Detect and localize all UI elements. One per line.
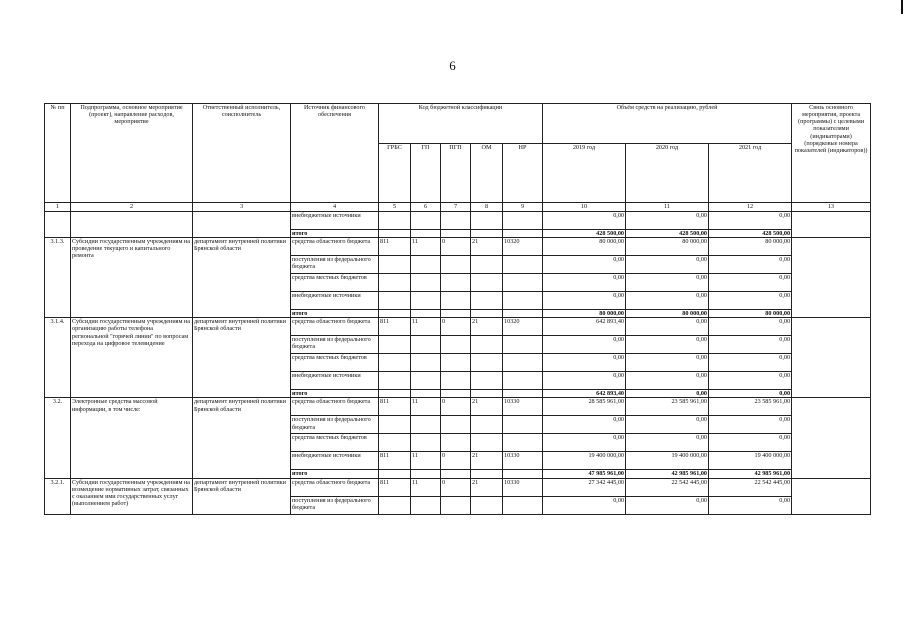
item-name: Электронные средства массовой информации, в том числе: (71, 398, 193, 478)
item-name: Субсидии государственным учреждениям на возмещение нормативных затрат, связанных с оказанием ими государственных услуг (выполнением работ) (71, 478, 193, 514)
page-number: 6 (449, 58, 456, 73)
total-cell: 42 985 961,00 (709, 470, 792, 478)
header-num: № пп (45, 104, 71, 203)
header-bk-group: Код бюджетной классификации (379, 104, 543, 144)
value-cell: 0,00 (626, 256, 709, 274)
total-cell: 80 000,00 (709, 310, 792, 318)
header-source: Источник финансового обеспечения (291, 104, 379, 203)
total-cell: 0,00 (626, 390, 709, 398)
value-cell: 23 585 961,00 (709, 398, 792, 416)
code-gp: 11 (411, 478, 441, 496)
col-number: 11 (626, 203, 709, 212)
value-cell: 0,00 (626, 318, 709, 336)
total-cell: 428 500,00 (543, 230, 626, 238)
value-cell: 0,00 (709, 372, 792, 390)
value-cell: 0,00 (543, 416, 626, 434)
source-regional: средства областного бюджета (291, 318, 379, 336)
code-om: 21 (471, 452, 503, 470)
col-number: 3 (193, 203, 291, 212)
value-cell: 0,00 (626, 434, 709, 452)
value-cell: 0,00 (626, 274, 709, 292)
header-gp: ГП (411, 144, 441, 203)
col-number: 13 (792, 203, 871, 212)
header-executor: Ответственный исполнитель, соисполнитель (193, 104, 291, 203)
code-nr: 10330 (503, 478, 543, 496)
code-om: 21 (471, 238, 503, 256)
code-grbs: 811 (379, 478, 411, 496)
value-cell: 27 342 445,00 (543, 478, 626, 496)
source-regional: средства областного бюджета (291, 398, 379, 416)
total-cell: 47 985 961,00 (543, 470, 626, 478)
value-cell: 0,00 (709, 434, 792, 452)
cell-empty (792, 318, 871, 398)
source-regional: средства областного бюджета (291, 478, 379, 496)
value-cell: 80 000,00 (543, 238, 626, 256)
col-number: 7 (441, 203, 471, 212)
value-cell: 0,00 (709, 416, 792, 434)
source-federal: поступления из федерального бюджета (291, 336, 379, 354)
value-cell: 0,00 (543, 434, 626, 452)
code-pgp: 0 (441, 318, 471, 336)
cell-empty (193, 212, 291, 238)
code-grbs: 811 (379, 238, 411, 256)
col-number: 8 (471, 203, 503, 212)
code-gp: 11 (411, 238, 441, 256)
item-executor: департамент внутренней политики Брянской области (193, 478, 291, 514)
cell-empty (71, 212, 193, 238)
code-nr: 10330 (503, 398, 543, 416)
code-gp: 11 (411, 318, 441, 336)
code-gp: 11 (411, 452, 441, 470)
code-nr: 10330 (503, 452, 543, 470)
header-2021: 2021 год (709, 144, 792, 203)
cell-empty (792, 478, 871, 514)
value-cell: 0,00 (543, 274, 626, 292)
value-cell: 0,00 (709, 496, 792, 514)
value-cell: 0,00 (626, 416, 709, 434)
total-cell: 0,00 (709, 390, 792, 398)
col-number: 10 (543, 203, 626, 212)
header-2020: 2020 год (626, 144, 709, 203)
value-cell: 0,00 (626, 354, 709, 372)
header-pgp: ПГП (441, 144, 471, 203)
code-grbs: 811 (379, 452, 411, 470)
total-cell: 42 985 961,00 (626, 470, 709, 478)
source-regional: средства областного бюджета (291, 238, 379, 256)
col-number: 2 (71, 203, 193, 212)
value-cell: 0,00 (709, 354, 792, 372)
code-nr: 10320 (503, 318, 543, 336)
value-cell: 19 400 000,00 (626, 452, 709, 470)
item-number: 3.1.3. (45, 238, 71, 318)
value-cell: 0,00 (626, 336, 709, 354)
code-grbs: 811 (379, 398, 411, 416)
item-number: 3.2.1. (45, 478, 71, 514)
code-nr: 10320 (503, 238, 543, 256)
col-number: 12 (709, 203, 792, 212)
value-cell: 0,00 (543, 336, 626, 354)
source-total: итого (291, 390, 379, 398)
col-number: 5 (379, 203, 411, 212)
source-total: итого (291, 470, 379, 478)
source-total: итого (291, 230, 379, 238)
code-pgp: 0 (441, 478, 471, 496)
total-cell: 642 893,40 (543, 390, 626, 398)
value-cell: 22 542 445,00 (626, 478, 709, 496)
scan-edge-mark (901, 0, 903, 14)
code-om: 21 (471, 478, 503, 496)
value-cell: 0,00 (709, 256, 792, 274)
value-cell: 22 542 445,00 (709, 478, 792, 496)
value-cell: 0,00 (709, 212, 792, 230)
header-nr: НР (503, 144, 543, 203)
header-link-indicators: Связь основного мероприятия, проекта (программы) с целевыми показателями (индикаторами) (порядковые номера показателей (индикаторов)) (792, 104, 871, 203)
value-cell: 19 400 000,00 (709, 452, 792, 470)
item-name: Субсидии государственным учреждениям на проведение текущего и капитального ремонта (71, 238, 193, 318)
item-executor: департамент внутренней политики Брянской области (193, 238, 291, 318)
value-cell: 80 000,00 (709, 238, 792, 256)
item-number: 3.1.4. (45, 318, 71, 398)
source-extra: внебюджетные источники (291, 212, 379, 230)
source-federal: поступления из федерального бюджета (291, 256, 379, 274)
code-grbs: 811 (379, 318, 411, 336)
budget-table (44, 103, 871, 515)
value-cell: 0,00 (626, 496, 709, 514)
source-federal: поступления из федерального бюджета (291, 496, 379, 514)
header-2019: 2019 год (543, 144, 626, 203)
value-cell: 0,00 (543, 292, 626, 310)
header-program: Подпрограмма, основное мероприятие (проект), направление расходов, мероприятие (71, 104, 193, 203)
item-number: 3.2. (45, 398, 71, 478)
value-cell: 0,00 (543, 372, 626, 390)
cell-empty (792, 238, 871, 318)
code-pgp: 0 (441, 452, 471, 470)
value-cell: 642 893,40 (543, 318, 626, 336)
total-cell: 80 000,00 (626, 310, 709, 318)
value-cell: 0,00 (543, 256, 626, 274)
value-cell: 0,00 (709, 336, 792, 354)
source-extra: внебюджетные источники (291, 292, 379, 310)
code-pgp: 0 (441, 398, 471, 416)
code-om: 21 (471, 398, 503, 416)
value-cell: 0,00 (626, 372, 709, 390)
cell-empty (45, 212, 71, 238)
value-cell: 0,00 (709, 292, 792, 310)
value-cell: 0,00 (709, 318, 792, 336)
source-extra: внебюджетные источники (291, 372, 379, 390)
total-cell: 428 500,00 (709, 230, 792, 238)
col-number: 4 (291, 203, 379, 212)
header-volume-group: Объём средств на реализацию, рублей (543, 104, 792, 144)
value-cell: 19 400 000,00 (543, 452, 626, 470)
value-cell: 0,00 (626, 292, 709, 310)
col-number: 6 (411, 203, 441, 212)
header-om: ОМ (471, 144, 503, 203)
source-extra: внебюджетные источники (291, 452, 379, 470)
item-executor: департамент внутренней политики Брянской области (193, 398, 291, 478)
source-federal: поступления из федерального бюджета (291, 416, 379, 434)
source-local: средства местных бюджетов (291, 354, 379, 372)
value-cell: 80 000,00 (626, 238, 709, 256)
code-gp: 11 (411, 398, 441, 416)
cell-empty (792, 212, 871, 238)
cell-empty (792, 398, 871, 478)
col-number: 1 (45, 203, 71, 212)
item-name: Субсидии государственным учреждениям на организацию работы телефона региональной "горячей линии" по вопросам перехода на цифровое телевидение (71, 318, 193, 398)
source-total: итого (291, 310, 379, 318)
source-local: средства местных бюджетов (291, 274, 379, 292)
header-grbs: ГРБС (379, 144, 411, 203)
code-om: 21 (471, 318, 503, 336)
value-cell: 0,00 (543, 354, 626, 372)
item-executor: департамент внутренней политики Брянской области (193, 318, 291, 398)
value-cell: 0,00 (626, 212, 709, 230)
source-local: средства местных бюджетов (291, 434, 379, 452)
value-cell: 28 585 961,00 (543, 398, 626, 416)
value-cell: 0,00 (543, 212, 626, 230)
value-cell: 0,00 (709, 274, 792, 292)
code-pgp: 0 (441, 238, 471, 256)
value-cell: 23 585 961,00 (626, 398, 709, 416)
col-number: 9 (503, 203, 543, 212)
total-cell: 80 000,00 (543, 310, 626, 318)
value-cell: 0,00 (543, 496, 626, 514)
total-cell: 428 500,00 (626, 230, 709, 238)
